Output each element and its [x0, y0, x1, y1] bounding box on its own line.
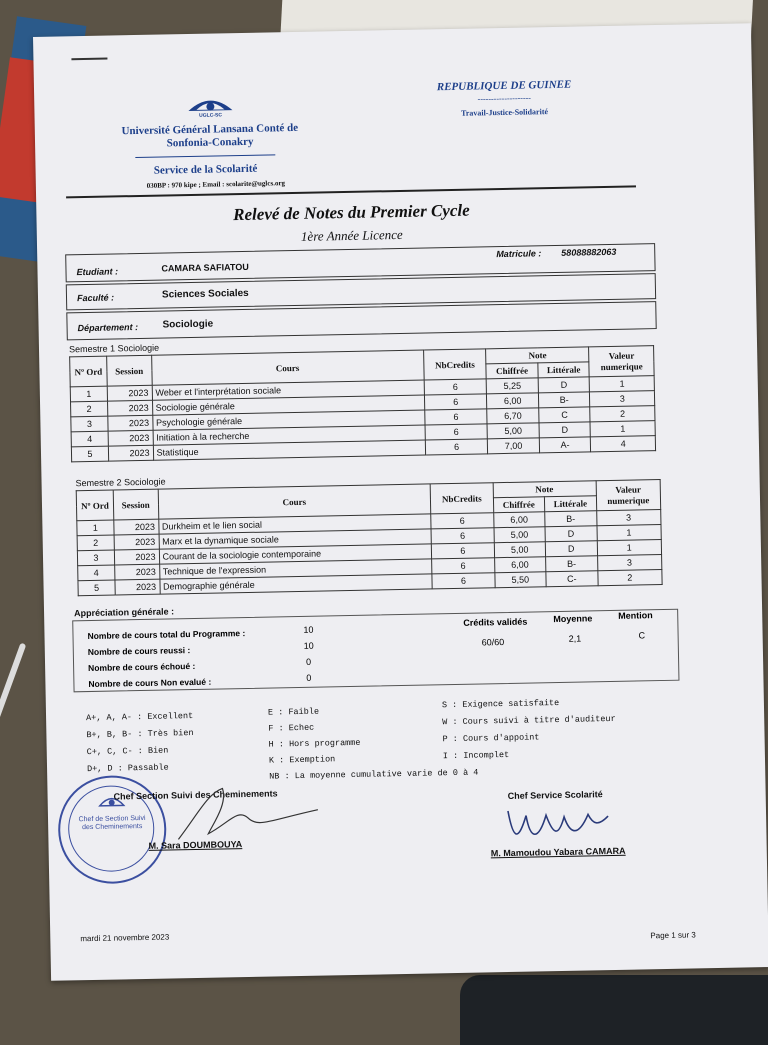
total-value: 10 — [303, 624, 314, 635]
cell-litterale: B- — [545, 511, 597, 527]
semester1-title: Semestre 1 Sociologie — [68, 342, 160, 355]
legend-item: P : Cours d'appoint — [442, 732, 540, 745]
cell-cours: Initiation à la recherche — [153, 425, 425, 445]
mention-value: C — [638, 630, 646, 641]
corner-mark — [71, 58, 107, 61]
service-address: 030BP : 970 kipe ; Email : scolarite@uglcs.org — [146, 179, 286, 190]
cell-chiffree: 5,50 — [494, 572, 546, 588]
cell-num: 3 — [77, 550, 114, 566]
cell-credits: 6 — [432, 573, 495, 589]
cell-session: 2023 — [114, 534, 159, 550]
non-evalue-value: 0 — [306, 672, 312, 683]
header-valeur: Valeur numerique — [596, 480, 661, 511]
header-cours: Cours — [158, 484, 431, 519]
header-chiffree: Chiffrée — [486, 363, 538, 379]
cell-chiffree: 7,00 — [488, 438, 540, 454]
header-session: Session — [107, 355, 152, 386]
cell-valeur: 1 — [590, 421, 655, 437]
cell-litterale: B- — [546, 556, 598, 572]
cell-num: 3 — [71, 416, 108, 432]
appreciation-box — [72, 609, 679, 693]
mention-label: Mention — [618, 610, 653, 621]
semester2-table — [75, 476, 663, 596]
cell-credits: 6 — [424, 379, 487, 395]
cell-litterale: D — [545, 541, 597, 557]
header-litterale: Littérale — [544, 496, 596, 512]
cell-credits: 6 — [425, 424, 488, 440]
footer-date: mardi 21 novembre 2023 — [80, 932, 170, 944]
etudiant-value: CAMARA SAFIATOU — [161, 261, 249, 274]
cell-valeur: 2 — [590, 406, 655, 422]
cell-valeur: 3 — [596, 510, 661, 526]
cell-litterale: B- — [538, 392, 590, 408]
right-signatory-name: M. Mamoudou Yabara CAMARA — [490, 845, 626, 859]
cell-chiffree: 5,00 — [494, 527, 546, 543]
left-signatory-title: Chef Section Suivi des Cheminements — [113, 788, 278, 802]
cell-num: 2 — [71, 401, 108, 417]
cell-chiffree: 6,00 — [494, 557, 546, 573]
faculte-value: Sciences Sociales — [161, 287, 249, 301]
faculte-label: Faculté : — [76, 292, 115, 304]
header-num: Nº Ord — [70, 356, 107, 387]
departement-value: Sociologie — [162, 318, 214, 331]
cell-cours: Sociologie générale — [152, 395, 424, 415]
logo-text: UGLC-SC — [199, 112, 222, 119]
moyenne-value: 2,1 — [568, 633, 582, 644]
cell-chiffree: 6,00 — [487, 393, 539, 409]
reussi-value: 10 — [303, 640, 314, 651]
cell-num: 1 — [70, 386, 107, 402]
republic-dashes: -------------------- — [477, 93, 531, 104]
cell-chiffree: 5,00 — [494, 542, 546, 558]
left-signature-icon — [167, 781, 328, 844]
cell-session: 2023 — [108, 415, 153, 431]
cell-credits: 6 — [431, 528, 494, 544]
cell-session: 2023 — [114, 519, 159, 535]
legend-item: K : Exemption — [268, 754, 336, 766]
legend-item: F : Echec — [268, 722, 315, 734]
cell-num: 5 — [71, 446, 108, 462]
cell-cours: Technique de l'expression — [159, 559, 432, 579]
legend-item: S : Exigence satisfaite — [441, 698, 560, 711]
cell-valeur: 4 — [591, 436, 656, 452]
transcript-sheet — [33, 23, 768, 981]
cell-session: 2023 — [115, 579, 160, 595]
header-valeur: Valeur numerique — [589, 346, 654, 377]
total-label: Nombre de cours total du Programme : — [87, 628, 246, 642]
legend-col3 — [442, 694, 617, 765]
legend-col1 — [86, 708, 194, 778]
legend-item: H : Hors programme — [268, 737, 361, 750]
legend-item: B+, B, B- : Très bien — [86, 728, 194, 741]
cell-session: 2023 — [107, 400, 152, 416]
left-signatory-name: M. Sara DOUMBOUYA — [148, 839, 243, 851]
cell-cours: Weber et l'interprétation sociale — [152, 380, 424, 400]
cell-valeur: 3 — [597, 555, 662, 571]
legend-item: C+, C, C- : Bien — [86, 745, 169, 758]
appreciation-title: Appréciation générale : — [73, 606, 175, 619]
header-num: Nº Ord — [76, 490, 113, 521]
header-chiffree: Chiffrée — [493, 497, 545, 513]
departement-label: Département : — [77, 322, 139, 334]
header-cours: Cours — [151, 350, 424, 385]
matricule-value: 58088882063 — [561, 246, 617, 258]
cell-credits: 6 — [425, 409, 488, 425]
cell-num: 4 — [71, 431, 108, 447]
cell-valeur: 1 — [590, 376, 655, 392]
semester2-rows — [77, 510, 662, 596]
cell-session: 2023 — [107, 385, 152, 401]
legend-nb: NB : La moyenne cumulative varie de 0 à 4 — [269, 767, 479, 782]
university-logo — [184, 88, 237, 119]
stamp-text: Chef de Section Suivi des Cheminements — [78, 814, 146, 832]
cell-session: 2023 — [108, 445, 153, 461]
legend-item: I : Incomplet — [442, 749, 510, 762]
cell-litterale: D — [538, 377, 590, 393]
header-note: Note — [486, 347, 589, 364]
reussi-label: Nombre de cours reussi : — [87, 645, 191, 658]
semester1-table — [68, 342, 656, 462]
cell-valeur: 1 — [597, 525, 662, 541]
header-litterale: Littérale — [538, 362, 590, 378]
etudiant-label: Etudiant : — [76, 266, 119, 278]
cell-num: 4 — [78, 565, 115, 581]
legend-item: W : Cours suivi à titre d'auditeur — [442, 713, 616, 728]
cell-credits: 6 — [425, 439, 488, 455]
cell-credits: 6 — [432, 558, 495, 574]
credits-value: 60/60 — [481, 637, 505, 648]
cell-cours: Demographie générale — [159, 574, 432, 594]
service-rule — [135, 154, 275, 158]
cell-credits: 6 — [424, 394, 487, 410]
header-credits: NbCredits — [430, 483, 493, 514]
cell-session: 2023 — [108, 430, 153, 446]
header-credits: NbCredits — [423, 349, 486, 380]
cell-litterale: A- — [539, 437, 591, 453]
cell-num: 1 — [77, 520, 114, 536]
cell-litterale: C — [539, 407, 591, 423]
right-signatory-title: Chef Service Scolarité — [507, 789, 603, 802]
cell-num: 2 — [77, 535, 114, 551]
cell-chiffree: 5,00 — [487, 423, 539, 439]
header-note: Note — [493, 481, 596, 498]
legend-item: E : Faible — [267, 706, 320, 718]
cell-session: 2023 — [115, 564, 160, 580]
cell-chiffree: 6,00 — [493, 512, 545, 528]
non-evalue-label: Nombre de cours Non evalué : — [88, 676, 212, 690]
cell-cours: Marx et la dynamique sociale — [159, 529, 432, 549]
moyenne-label: Moyenne — [553, 613, 593, 625]
cell-chiffree: 5,25 — [486, 378, 538, 394]
credits-label: Crédits validés — [463, 616, 528, 628]
echoue-value: 0 — [305, 656, 312, 667]
legend-item: A+, A, A- : Excellent — [85, 711, 194, 724]
background-object — [460, 975, 768, 1045]
republic-title: REPUBLIQUE DE GUINEE — [436, 78, 572, 94]
semester2-title: Semestre 2 Sociologie — [75, 476, 166, 489]
republic-motto: Travail-Justice-Solidarité — [460, 107, 549, 118]
header-session: Session — [113, 489, 158, 520]
cell-credits: 6 — [431, 543, 494, 559]
cell-session: 2023 — [114, 549, 159, 565]
document-title: Relevé de Notes du Premier Cycle — [233, 200, 470, 225]
cell-chiffree: 6,70 — [487, 408, 539, 424]
footer-page: Page 1 sur 3 — [650, 930, 696, 941]
cell-valeur: 1 — [597, 540, 662, 556]
service-name: Service de la Scolarité — [153, 162, 258, 177]
echoue-label: Nombre de cours échoué : — [88, 660, 196, 674]
cell-valeur: 3 — [590, 391, 655, 407]
background-cable — [0, 643, 26, 758]
cell-credits: 6 — [431, 513, 494, 529]
matricule-label: Matricule : — [496, 248, 542, 260]
document-subtitle: 1ère Année Licence — [300, 226, 403, 244]
cell-litterale: C- — [546, 571, 598, 587]
cell-cours: Statistique — [153, 440, 425, 460]
cell-valeur: 2 — [597, 570, 662, 586]
legend-item: D+, D : Passable — [86, 762, 169, 775]
cell-litterale: D — [545, 526, 597, 542]
cell-cours: Psychologie générale — [152, 410, 424, 430]
right-signature-icon — [498, 794, 639, 847]
cell-litterale: D — [539, 422, 591, 438]
cell-cours: Durkheim et le lien social — [158, 514, 431, 534]
cell-cours: Courant de la sociologie contemporaine — [159, 544, 432, 564]
cell-num: 5 — [78, 580, 115, 596]
university-name: Université Général Lansana Conté de Sonfonia-Conakry — [121, 121, 299, 150]
semester1-rows — [70, 376, 655, 462]
